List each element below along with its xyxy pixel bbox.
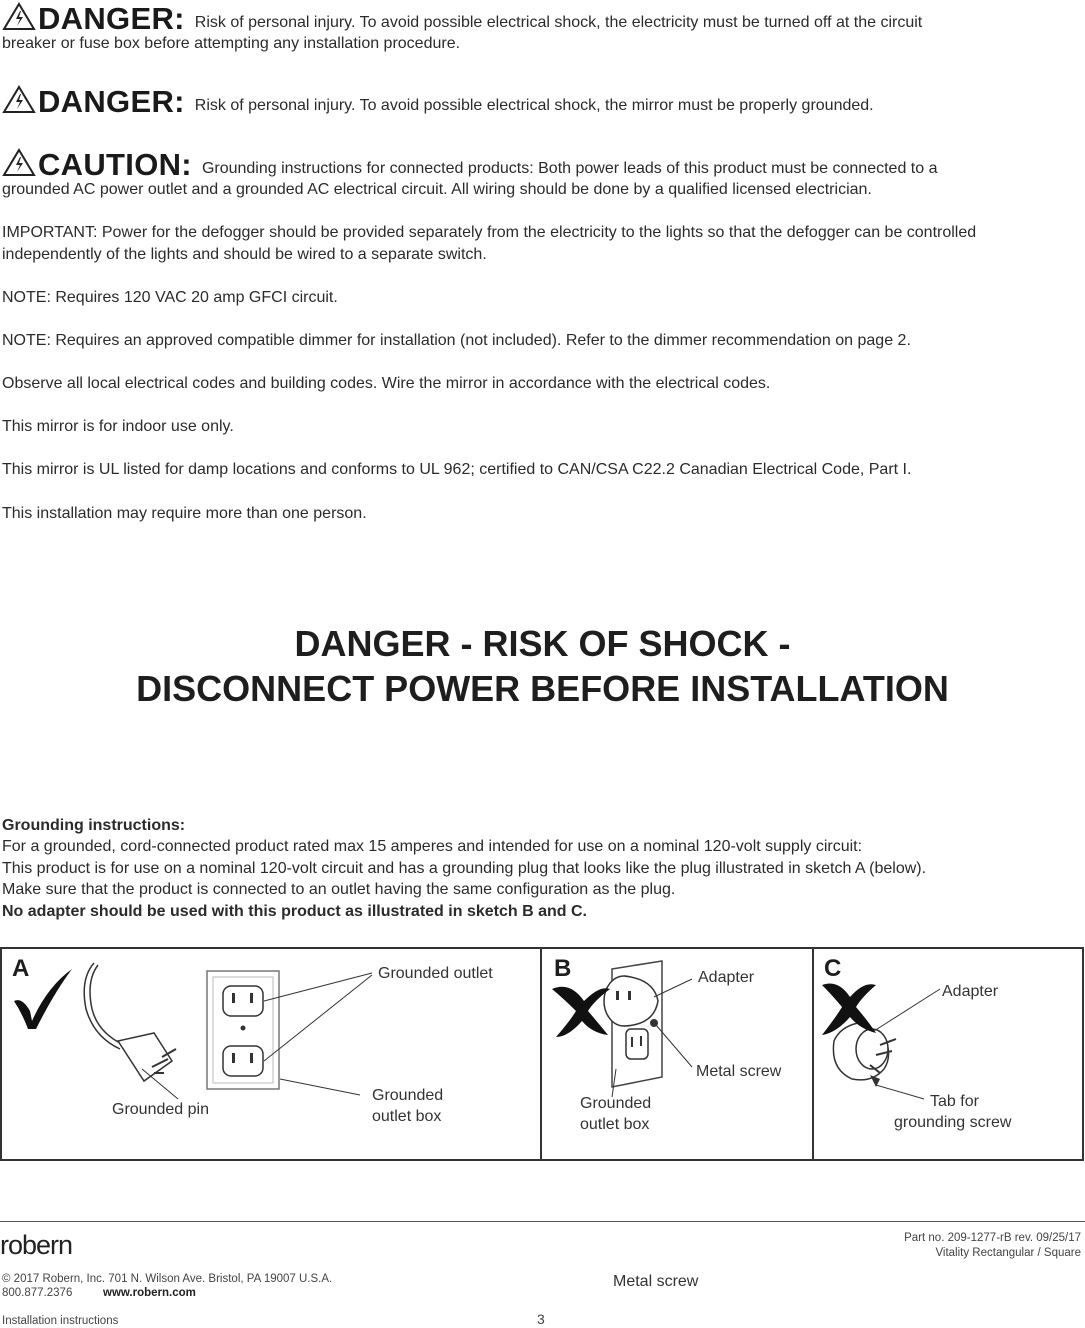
outlet-box-label-line2: outlet box [372,1108,442,1125]
outlet-box-label-line1: Grounded [372,1087,444,1104]
banner-line-2: DISCONNECT POWER BEFORE INSTALLATION [136,668,949,709]
danger-warning-2 [2,85,1077,117]
x-mark-icon [552,987,610,1037]
warning-text-continued: breaker or fuse box before attempting any installation procedure. [2,35,461,52]
note-persons: This installation may require more than one person. [2,505,367,522]
warning-keyword: CAUTION: [38,147,192,182]
warning-text: Risk of personal injury. To avoid possible electrical shock, the mirror must be properly grounded. [194,97,874,114]
grounded-outlet-label: Grounded outlet [378,965,493,982]
metal-screw-label-stray: Metal screw [613,1273,699,1290]
adapter-label: Adapter [942,983,999,1000]
grounding-heading: Grounding instructions: [2,817,186,834]
warning-triangle-icon [2,148,36,176]
note-codes: Observe all local electrical codes and building codes. Wire the mirror in accordance with the electrical codes. [2,375,771,392]
danger-warning-1 [2,2,1077,34]
tab-label-line2: grounding screw [894,1114,1012,1131]
banner-line-1: DANGER - RISK OF SHOCK - [294,623,791,664]
outlet-box-label-line2: outlet box [580,1116,650,1133]
adapter-label: Adapter [698,969,755,986]
copyright: © 2017 Robern, Inc. 701 N. Wilson Ave. Bristol, PA 19007 U.S.A. [2,1273,333,1285]
warning-triangle-icon [2,2,36,30]
sketch-b-panel [540,947,814,1161]
sketch-letter: B [554,955,572,982]
tab-label-line1: Tab for [930,1093,979,1110]
outlet-box-label-line1: Grounded [580,1095,652,1112]
product-name: Vitality Rectangular / Square [935,1247,1081,1259]
checkmark-icon [14,969,72,1029]
warning-keyword: DANGER: [38,1,185,36]
grounding-line: This product is for use on a nominal 120-volt circuit and has a grounding plug that looks like the plug illustrated in sketch A (below). [2,860,927,877]
warning-keyword: DANGER: [38,84,185,119]
note-ul: This mirror is UL listed for damp locations and conforms to UL 962; certified to CAN/CSA C22.2 Canadian Electrical Code, Part I. [2,461,912,478]
sketch-letter: C [824,955,842,982]
grounding-line: For a grounded, cord-connected product rated max 15 amperes and intended for use on a nominal 120-volt supply circuit: [2,838,863,855]
phone-number: 800.877.2376 [2,1287,73,1299]
metal-screw-label: Metal screw [696,1063,782,1080]
warning-text: Grounding instructions for connected products: Both power leads of this product must be connected to a [201,160,938,177]
sketch-letter: A [12,955,30,982]
warning-triangle-icon [2,85,36,113]
footer-divider [0,1221,1085,1222]
sketch-c-panel [812,947,1084,1161]
caution-warning [2,148,1077,180]
robern-logo: robern [0,1230,73,1260]
part-number: Part no. 209-1277-rB rev. 09/25/17 [904,1232,1081,1244]
note-dimmer: NOTE: Requires an approved compatible dimmer for installation (not included). Refer to the dimmer recommendation on page 2. [2,332,911,349]
grounding-line: Make sure that the product is connected to an outlet having the same configuration as the plug. [2,881,676,898]
website-link[interactable]: www.robern.com [103,1287,196,1299]
warning-text: Risk of personal injury. To avoid possible electrical shock, the electricity must be turned off at the circuit [194,14,923,31]
document-label: Installation instructions [2,1315,119,1327]
grounded-pin-label: Grounded pin [112,1101,209,1118]
important-note: IMPORTANT: Power for the defogger should be provided separately from the electricity to the lights so that the defogger can be controlled independently of the lights and should be wired to a separate switch. [2,224,977,263]
note-indoor: This mirror is for indoor use only. [2,418,234,435]
note-gfci: NOTE: Requires 120 VAC 20 amp GFCI circuit. [2,289,338,306]
sketch-a-panel [0,947,542,1161]
page-number: 3 [537,1311,545,1327]
warning-text-continued: grounded AC power outlet and a grounded AC electrical circuit. All wiring should be done by a qualified licensed electrician. [2,181,872,198]
grounding-bold-line: No adapter should be used with this product as illustrated in sketch B and C. [2,903,587,920]
